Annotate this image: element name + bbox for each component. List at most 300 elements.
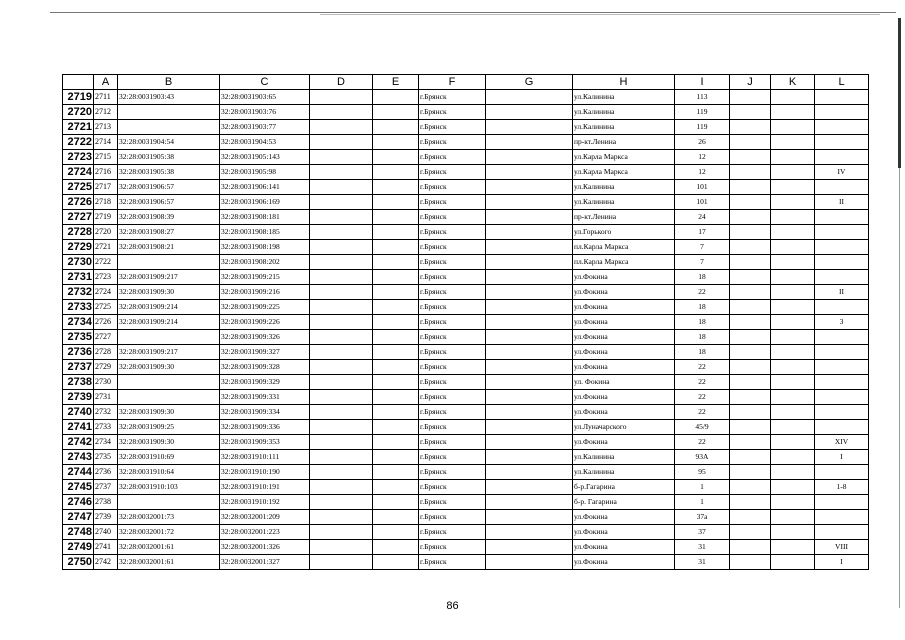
cell-j[interactable]: [730, 480, 771, 495]
cell-h[interactable]: ул.Горького: [573, 225, 675, 240]
cell-f[interactable]: г.Брянск: [419, 315, 486, 330]
cell-d[interactable]: [310, 240, 373, 255]
cell-e[interactable]: [373, 240, 419, 255]
cell-f[interactable]: г.Брянск: [419, 195, 486, 210]
cell-h[interactable]: пл.Карла Маркса: [573, 240, 675, 255]
cell-i[interactable]: 119: [675, 120, 730, 135]
cell-g[interactable]: [486, 105, 573, 120]
cell-c[interactable]: 32:28:0032001:223: [220, 525, 310, 540]
cell-e[interactable]: [373, 525, 419, 540]
cell-k[interactable]: [771, 135, 815, 150]
cell-f[interactable]: г.Брянск: [419, 90, 486, 105]
cell-g[interactable]: [486, 405, 573, 420]
cell-i[interactable]: 37: [675, 525, 730, 540]
cell-e[interactable]: [373, 435, 419, 450]
row-number-cell[interactable]: 2740: [63, 405, 94, 420]
cell-h[interactable]: ул.Карла Маркса: [573, 165, 675, 180]
cell-b[interactable]: 32:28:0031909:214: [118, 300, 220, 315]
cell-k[interactable]: [771, 150, 815, 165]
cell-d[interactable]: [310, 315, 373, 330]
cell-l[interactable]: I: [815, 555, 869, 570]
row-number-cell[interactable]: 2742: [63, 435, 94, 450]
cell-l[interactable]: [815, 255, 869, 270]
cell-b[interactable]: 32:28:0031908:27: [118, 225, 220, 240]
cell-k[interactable]: [771, 420, 815, 435]
cell-b[interactable]: 32:28:0031908:39: [118, 210, 220, 225]
cell-b[interactable]: 32:28:0031909:25: [118, 420, 220, 435]
cell-k[interactable]: [771, 540, 815, 555]
cell-a[interactable]: 2718: [94, 195, 118, 210]
cell-j[interactable]: [730, 90, 771, 105]
cell-e[interactable]: [373, 345, 419, 360]
cell-c[interactable]: 32:28:0031908:202: [220, 255, 310, 270]
cell-l[interactable]: [815, 345, 869, 360]
row-number-cell[interactable]: 2744: [63, 465, 94, 480]
cell-f[interactable]: г.Брянск: [419, 405, 486, 420]
cell-d[interactable]: [310, 435, 373, 450]
cell-f[interactable]: г.Брянск: [419, 255, 486, 270]
cell-d[interactable]: [310, 345, 373, 360]
cell-e[interactable]: [373, 180, 419, 195]
cell-a[interactable]: 2713: [94, 120, 118, 135]
cell-f[interactable]: г.Брянск: [419, 375, 486, 390]
cell-k[interactable]: [771, 225, 815, 240]
cell-d[interactable]: [310, 150, 373, 165]
cell-i[interactable]: 31: [675, 555, 730, 570]
row-number-cell[interactable]: 2728: [63, 225, 94, 240]
cell-k[interactable]: [771, 360, 815, 375]
cell-f[interactable]: г.Брянск: [419, 525, 486, 540]
row-number-cell[interactable]: 2720: [63, 105, 94, 120]
cell-h[interactable]: ул.Фокина: [573, 390, 675, 405]
cell-b[interactable]: 32:28:0031910:64: [118, 465, 220, 480]
cell-g[interactable]: [486, 165, 573, 180]
cell-c[interactable]: 32:28:0031905:98: [220, 165, 310, 180]
column-header-b[interactable]: B: [118, 75, 220, 90]
cell-f[interactable]: г.Брянск: [419, 495, 486, 510]
cell-d[interactable]: [310, 255, 373, 270]
cell-e[interactable]: [373, 555, 419, 570]
cell-e[interactable]: [373, 285, 419, 300]
cell-e[interactable]: [373, 135, 419, 150]
cell-c[interactable]: 32:28:0031909:336: [220, 420, 310, 435]
cell-j[interactable]: [730, 525, 771, 540]
cell-j[interactable]: [730, 375, 771, 390]
cell-a[interactable]: 2714: [94, 135, 118, 150]
column-header-i[interactable]: I: [675, 75, 730, 90]
cell-j[interactable]: [730, 405, 771, 420]
cell-h[interactable]: ул.Фокина: [573, 435, 675, 450]
cell-l[interactable]: [815, 360, 869, 375]
cell-f[interactable]: г.Брянск: [419, 180, 486, 195]
cell-g[interactable]: [486, 375, 573, 390]
cell-g[interactable]: [486, 195, 573, 210]
cell-d[interactable]: [310, 195, 373, 210]
cell-k[interactable]: [771, 405, 815, 420]
cell-j[interactable]: [730, 495, 771, 510]
cell-k[interactable]: [771, 480, 815, 495]
cell-k[interactable]: [771, 105, 815, 120]
cell-b[interactable]: 32:28:0031906:57: [118, 195, 220, 210]
cell-i[interactable]: 18: [675, 345, 730, 360]
cell-l[interactable]: [815, 495, 869, 510]
cell-b[interactable]: 32:28:0031905:38: [118, 150, 220, 165]
cell-k[interactable]: [771, 255, 815, 270]
cell-g[interactable]: [486, 390, 573, 405]
cell-e[interactable]: [373, 150, 419, 165]
cell-h[interactable]: ул. Фокина: [573, 375, 675, 390]
cell-h[interactable]: ул.Фокина: [573, 360, 675, 375]
cell-k[interactable]: [771, 390, 815, 405]
cell-a[interactable]: 2730: [94, 375, 118, 390]
cell-b[interactable]: 32:28:0032001:61: [118, 540, 220, 555]
cell-c[interactable]: 32:28:0031908:198: [220, 240, 310, 255]
column-header-d[interactable]: D: [310, 75, 373, 90]
row-number-cell[interactable]: 2743: [63, 450, 94, 465]
cell-g[interactable]: [486, 555, 573, 570]
cell-l[interactable]: II: [815, 195, 869, 210]
cell-e[interactable]: [373, 120, 419, 135]
cell-e[interactable]: [373, 540, 419, 555]
cell-e[interactable]: [373, 390, 419, 405]
cell-l[interactable]: [815, 105, 869, 120]
cell-j[interactable]: [730, 435, 771, 450]
cell-d[interactable]: [310, 405, 373, 420]
cell-k[interactable]: [771, 195, 815, 210]
cell-c[interactable]: 32:28:0031909:215: [220, 270, 310, 285]
cell-j[interactable]: [730, 105, 771, 120]
cell-h[interactable]: ул.Фокина: [573, 525, 675, 540]
cell-k[interactable]: [771, 345, 815, 360]
cell-f[interactable]: г.Брянск: [419, 105, 486, 120]
cell-c[interactable]: 32:28:0031905:143: [220, 150, 310, 165]
cell-c[interactable]: 32:28:0031909:328: [220, 360, 310, 375]
row-number-cell[interactable]: 2736: [63, 345, 94, 360]
cell-a[interactable]: 2740: [94, 525, 118, 540]
cell-j[interactable]: [730, 390, 771, 405]
cell-b[interactable]: [118, 120, 220, 135]
cell-j[interactable]: [730, 465, 771, 480]
cell-f[interactable]: г.Брянск: [419, 510, 486, 525]
column-header-h[interactable]: H: [573, 75, 675, 90]
cell-b[interactable]: 32:28:0031905:38: [118, 165, 220, 180]
row-number-cell[interactable]: 2748: [63, 525, 94, 540]
cell-j[interactable]: [730, 345, 771, 360]
cell-k[interactable]: [771, 465, 815, 480]
cell-i[interactable]: 26: [675, 135, 730, 150]
cell-h[interactable]: ул.Фокина: [573, 300, 675, 315]
cell-d[interactable]: [310, 105, 373, 120]
cell-i[interactable]: 17: [675, 225, 730, 240]
cell-h[interactable]: ул.Луначарского: [573, 420, 675, 435]
cell-j[interactable]: [730, 135, 771, 150]
cell-b[interactable]: 32:28:0031910:69: [118, 450, 220, 465]
cell-b[interactable]: 32:28:0031908:21: [118, 240, 220, 255]
cell-l[interactable]: [815, 225, 869, 240]
cell-l[interactable]: [815, 120, 869, 135]
cell-c[interactable]: 32:28:0031906:141: [220, 180, 310, 195]
cell-f[interactable]: г.Брянск: [419, 360, 486, 375]
cell-k[interactable]: [771, 90, 815, 105]
cell-g[interactable]: [486, 465, 573, 480]
row-number-cell[interactable]: 2747: [63, 510, 94, 525]
cell-f[interactable]: г.Брянск: [419, 225, 486, 240]
cell-j[interactable]: [730, 360, 771, 375]
cell-k[interactable]: [771, 300, 815, 315]
cell-d[interactable]: [310, 330, 373, 345]
cell-a[interactable]: 2733: [94, 420, 118, 435]
cell-j[interactable]: [730, 150, 771, 165]
cell-a[interactable]: 2736: [94, 465, 118, 480]
cell-g[interactable]: [486, 525, 573, 540]
cell-a[interactable]: 2726: [94, 315, 118, 330]
column-header-e[interactable]: E: [373, 75, 419, 90]
cell-a[interactable]: 2721: [94, 240, 118, 255]
row-number-cell[interactable]: 2749: [63, 540, 94, 555]
cell-a[interactable]: 2715: [94, 150, 118, 165]
cell-d[interactable]: [310, 465, 373, 480]
cell-d[interactable]: [310, 555, 373, 570]
cell-k[interactable]: [771, 180, 815, 195]
cell-c[interactable]: 32:28:0031910:111: [220, 450, 310, 465]
cell-e[interactable]: [373, 225, 419, 240]
cell-h[interactable]: ул.Фокина: [573, 345, 675, 360]
cell-d[interactable]: [310, 225, 373, 240]
cell-f[interactable]: г.Брянск: [419, 300, 486, 315]
cell-d[interactable]: [310, 210, 373, 225]
cell-i[interactable]: 37а: [675, 510, 730, 525]
row-number-cell[interactable]: 2734: [63, 315, 94, 330]
cell-l[interactable]: [815, 300, 869, 315]
cell-c[interactable]: 32:28:0031903:65: [220, 90, 310, 105]
cell-e[interactable]: [373, 330, 419, 345]
cell-d[interactable]: [310, 285, 373, 300]
cell-f[interactable]: г.Брянск: [419, 345, 486, 360]
cell-f[interactable]: г.Брянск: [419, 270, 486, 285]
cell-e[interactable]: [373, 90, 419, 105]
cell-l[interactable]: II: [815, 285, 869, 300]
cell-l[interactable]: [815, 405, 869, 420]
cell-k[interactable]: [771, 495, 815, 510]
cell-e[interactable]: [373, 300, 419, 315]
cell-g[interactable]: [486, 450, 573, 465]
cell-c[interactable]: 32:28:0031909:334: [220, 405, 310, 420]
cell-j[interactable]: [730, 180, 771, 195]
cell-a[interactable]: 2735: [94, 450, 118, 465]
cell-e[interactable]: [373, 420, 419, 435]
cell-h[interactable]: ул.Калинина: [573, 450, 675, 465]
cell-e[interactable]: [373, 105, 419, 120]
cell-l[interactable]: [815, 210, 869, 225]
cell-e[interactable]: [373, 165, 419, 180]
cell-i[interactable]: 12: [675, 150, 730, 165]
cell-l[interactable]: [815, 390, 869, 405]
cell-l[interactable]: [815, 525, 869, 540]
cell-i[interactable]: 12: [675, 165, 730, 180]
cell-i[interactable]: 1: [675, 495, 730, 510]
cell-e[interactable]: [373, 510, 419, 525]
cell-i[interactable]: 22: [675, 285, 730, 300]
cell-i[interactable]: 119: [675, 105, 730, 120]
cell-c[interactable]: 32:28:0031908:181: [220, 210, 310, 225]
cell-b[interactable]: [118, 375, 220, 390]
cell-h[interactable]: ул.Фокина: [573, 315, 675, 330]
cell-h[interactable]: пр-кт.Ленина: [573, 210, 675, 225]
cell-h[interactable]: ул.Калинина: [573, 120, 675, 135]
cell-c[interactable]: 32:28:0031909:327: [220, 345, 310, 360]
cell-b[interactable]: 32:28:0031909:214: [118, 315, 220, 330]
cell-h[interactable]: пр-кт.Ленина: [573, 135, 675, 150]
cell-c[interactable]: 32:28:0031910:190: [220, 465, 310, 480]
cell-i[interactable]: 101: [675, 195, 730, 210]
cell-d[interactable]: [310, 120, 373, 135]
column-header-l[interactable]: L: [815, 75, 869, 90]
row-number-cell[interactable]: 2731: [63, 270, 94, 285]
cell-j[interactable]: [730, 210, 771, 225]
cell-a[interactable]: 2741: [94, 540, 118, 555]
cell-k[interactable]: [771, 315, 815, 330]
cell-c[interactable]: 32:28:0031909:353: [220, 435, 310, 450]
row-number-cell[interactable]: 2750: [63, 555, 94, 570]
cell-h[interactable]: ул.Калинина: [573, 180, 675, 195]
cell-c[interactable]: 32:28:0031908:185: [220, 225, 310, 240]
cell-i[interactable]: 18: [675, 300, 730, 315]
cell-k[interactable]: [771, 120, 815, 135]
cell-l[interactable]: [815, 330, 869, 345]
cell-a[interactable]: 2728: [94, 345, 118, 360]
cell-b[interactable]: 32:28:0031909:30: [118, 435, 220, 450]
cell-l[interactable]: [815, 150, 869, 165]
cell-j[interactable]: [730, 330, 771, 345]
cell-a[interactable]: 2739: [94, 510, 118, 525]
cell-c[interactable]: 32:28:0031910:191: [220, 480, 310, 495]
column-header-f[interactable]: F: [419, 75, 486, 90]
cell-i[interactable]: 18: [675, 270, 730, 285]
cell-g[interactable]: [486, 240, 573, 255]
cell-d[interactable]: [310, 390, 373, 405]
cell-d[interactable]: [310, 270, 373, 285]
cell-g[interactable]: [486, 135, 573, 150]
cell-a[interactable]: 2725: [94, 300, 118, 315]
cell-a[interactable]: 2717: [94, 180, 118, 195]
cell-k[interactable]: [771, 555, 815, 570]
cell-h[interactable]: ул.Калинина: [573, 90, 675, 105]
cell-h[interactable]: ул.Калинина: [573, 465, 675, 480]
cell-k[interactable]: [771, 165, 815, 180]
cell-a[interactable]: 2723: [94, 270, 118, 285]
cell-c[interactable]: 32:28:0031904:53: [220, 135, 310, 150]
cell-a[interactable]: 2737: [94, 480, 118, 495]
column-header-a[interactable]: A: [94, 75, 118, 90]
cell-b[interactable]: [118, 255, 220, 270]
cell-h[interactable]: ул.Карла Маркса: [573, 150, 675, 165]
cell-f[interactable]: г.Брянск: [419, 555, 486, 570]
cell-b[interactable]: [118, 105, 220, 120]
cell-a[interactable]: 2720: [94, 225, 118, 240]
cell-e[interactable]: [373, 480, 419, 495]
cell-j[interactable]: [730, 510, 771, 525]
cell-j[interactable]: [730, 315, 771, 330]
row-number-cell[interactable]: 2723: [63, 150, 94, 165]
row-number-cell[interactable]: 2725: [63, 180, 94, 195]
cell-e[interactable]: [373, 405, 419, 420]
cell-e[interactable]: [373, 495, 419, 510]
cell-l[interactable]: [815, 510, 869, 525]
cell-e[interactable]: [373, 450, 419, 465]
cell-i[interactable]: 22: [675, 390, 730, 405]
cell-g[interactable]: [486, 180, 573, 195]
cell-b[interactable]: 32:28:0032001:73: [118, 510, 220, 525]
cell-i[interactable]: 22: [675, 375, 730, 390]
cell-l[interactable]: 1-8: [815, 480, 869, 495]
row-number-cell[interactable]: 2730: [63, 255, 94, 270]
cell-k[interactable]: [771, 525, 815, 540]
cell-i[interactable]: 101: [675, 180, 730, 195]
cell-f[interactable]: г.Брянск: [419, 390, 486, 405]
cell-d[interactable]: [310, 360, 373, 375]
cell-f[interactable]: г.Брянск: [419, 150, 486, 165]
cell-l[interactable]: [815, 270, 869, 285]
cell-h[interactable]: ул.Калинина: [573, 195, 675, 210]
row-number-cell[interactable]: 2737: [63, 360, 94, 375]
cell-b[interactable]: 32:28:0031909:30: [118, 360, 220, 375]
cell-d[interactable]: [310, 90, 373, 105]
cell-k[interactable]: [771, 210, 815, 225]
cell-a[interactable]: 2742: [94, 555, 118, 570]
cell-j[interactable]: [730, 120, 771, 135]
cell-k[interactable]: [771, 270, 815, 285]
cell-d[interactable]: [310, 495, 373, 510]
cell-k[interactable]: [771, 330, 815, 345]
cell-g[interactable]: [486, 255, 573, 270]
cell-f[interactable]: г.Брянск: [419, 135, 486, 150]
cell-h[interactable]: б-р. Гагарина: [573, 495, 675, 510]
cell-e[interactable]: [373, 465, 419, 480]
column-header-k[interactable]: K: [771, 75, 815, 90]
cell-g[interactable]: [486, 420, 573, 435]
cell-i[interactable]: 22: [675, 405, 730, 420]
cell-d[interactable]: [310, 180, 373, 195]
cell-g[interactable]: [486, 510, 573, 525]
cell-c[interactable]: 32:28:0031909:329: [220, 375, 310, 390]
cell-h[interactable]: б-р.Гагарина: [573, 480, 675, 495]
row-number-cell[interactable]: 2738: [63, 375, 94, 390]
cell-c[interactable]: 32:28:0031909:226: [220, 315, 310, 330]
cell-g[interactable]: [486, 210, 573, 225]
cell-h[interactable]: ул.Фокина: [573, 510, 675, 525]
cell-b[interactable]: [118, 495, 220, 510]
cell-l[interactable]: [815, 420, 869, 435]
cell-k[interactable]: [771, 450, 815, 465]
cell-a[interactable]: 2731: [94, 390, 118, 405]
cell-i[interactable]: 31: [675, 540, 730, 555]
cell-b[interactable]: 32:28:0032001:72: [118, 525, 220, 540]
cell-j[interactable]: [730, 555, 771, 570]
cell-k[interactable]: [771, 435, 815, 450]
cell-g[interactable]: [486, 300, 573, 315]
cell-c[interactable]: 32:28:0031909:331: [220, 390, 310, 405]
row-number-cell[interactable]: 2745: [63, 480, 94, 495]
cell-b[interactable]: [118, 330, 220, 345]
cell-h[interactable]: ул.Фокина: [573, 285, 675, 300]
cell-b[interactable]: 32:28:0032001:61: [118, 555, 220, 570]
cell-b[interactable]: 32:28:0031903:43: [118, 90, 220, 105]
row-number-cell[interactable]: 2729: [63, 240, 94, 255]
cell-f[interactable]: г.Брянск: [419, 240, 486, 255]
cell-g[interactable]: [486, 270, 573, 285]
cell-c[interactable]: 32:28:0031903:76: [220, 105, 310, 120]
column-header-g[interactable]: G: [486, 75, 573, 90]
